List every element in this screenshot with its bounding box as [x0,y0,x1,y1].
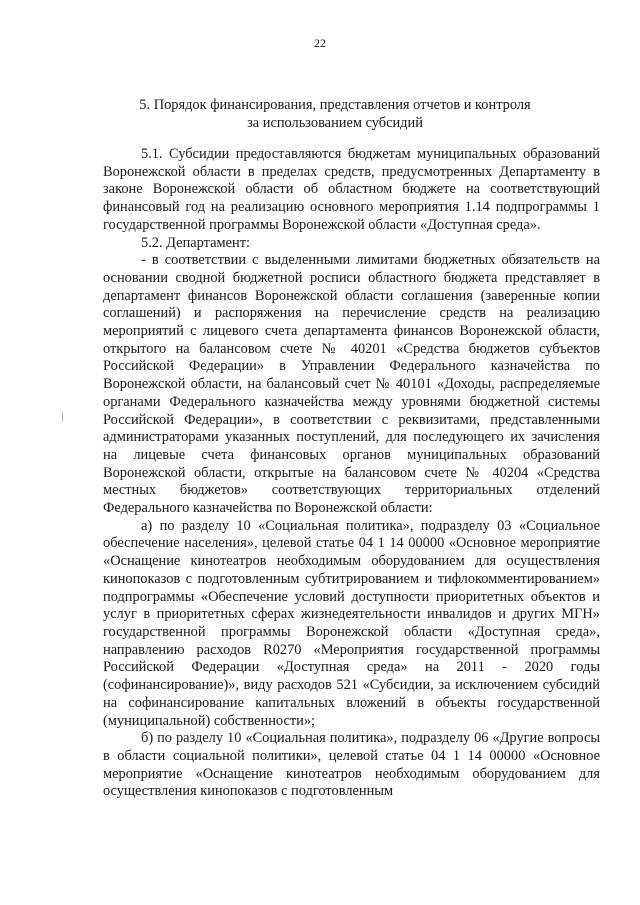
page-number: 22 [314,36,326,50]
margin-mark [62,412,63,422]
paragraph-item-b: б) по разделу 10 «Социальная политика», подразделу 06 «Другие вопросы в области социальной политики», целевой статье 04 1 14 00000 «Основное мероприятие «Оснащение кинотеатров необходимым оборудованием для осуществления кинопоказов с подготовленным [103,730,600,800]
document-body [103,146,600,801]
paragraph-item-a: а) по разделу 10 «Социальная политика», подразделу 03 «Социальное обеспечение населения», целевой статье 04 1 14 00000 «Основное мероприятие «Оснащение кинотеатров необходимым оборудованием для осуществления кинопоказов с подготовленным субтитрированием и тифлокомментированием» подпрограммы «Обеспечение условий доступности приоритетных объектов и услуг в приоритетных сферах жизнедеятельности инвалидов и других МГН» государственной программы Воронежской области «Доступная среда», направлению расходов R0270 «Мероприятия государственной программы Российской Федерации «Доступная среда» на 2011 - 2020 годы (софинансирование)», виду расходов 521 «Субсидии, за исключением субсидий на софинансирование капитальных вложений в объекты государственной (муниципальной) собственности»; [103,517,600,729]
section-title [100,96,570,132]
paragraph-5-2: 5.2. Департамент: [141,234,250,251]
paragraph-department-duties: - в соответствии с выделенными лимитами бюджетных обязательств на основании сводной бюджетной росписи областного бюджета представляет в департамент финансов Воронежской области соглашения (заверенные копии соглашений) и распоряжения на перечисление средств на реализацию мероприятий с лицевого счета департамента финансов Воронежской области, открытого на балансовом счете № 40201 «Средства бюджетов субъектов Российской Федерации» в Управлении Федерального казначейства по Воронежской области, на балансовый счет № 40101 «Доходы, распределяемые органами Федерального казначейства между уровнями бюджетной системы Российской Федерации», в соответствии с реквизитами, представленными администраторами указанных поступлений, для последующего их зачисления на лицевые счета финансовых органов муниципальных образований Воронежской области, открытые на балансовом счете № 40204 «Средства местных бюджетов» соответствующих территориальных отделений Федерального казначейства по Воронежской области: [103,252,600,517]
section-title-line-2: за использованием субсидий [247,115,423,131]
section-title-line-1: 5. Порядок финансирования, представления отчетов и контроля [139,97,531,113]
paragraph-5-1: 5.1. Субсидии предоставляются бюджетам муниципальных образований Воронежской области в пределах средств, предусмотренных Департаменту в законе Воронежской области об областном бюджете на соответствующий финансовый год на реализацию основного мероприятия 1.14 подпрограммы 1 государственной программы Воронежской области «Доступная среда». [103,146,600,233]
